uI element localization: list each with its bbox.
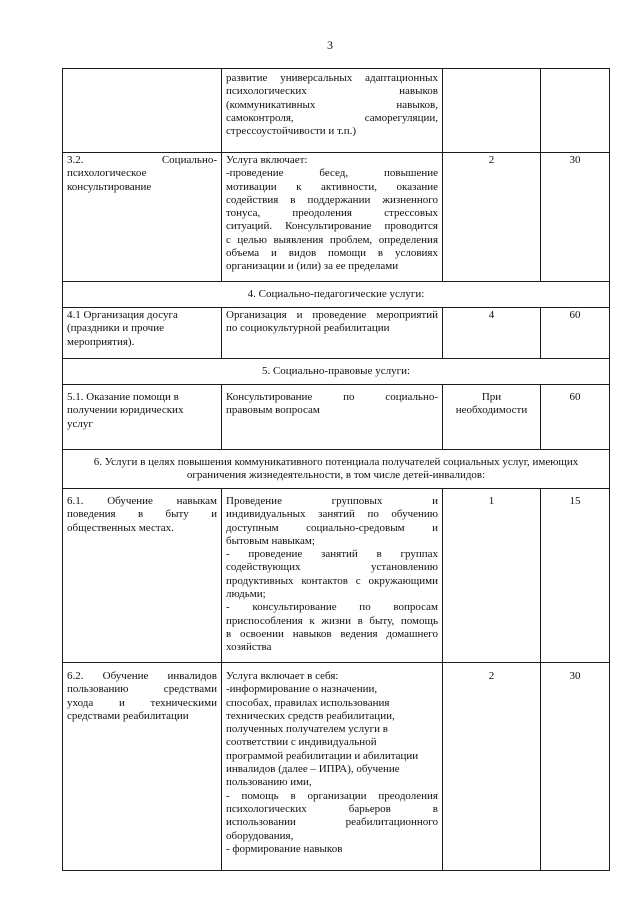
- service-content-cell: [222, 69, 443, 153]
- text-line: мотивации к активности, оказание: [226, 180, 438, 193]
- section-header-cell: [63, 282, 610, 308]
- text-line: приспособления к жизни в быту, помощь: [226, 614, 438, 627]
- text-line: 5.1. Оказание помощи в: [67, 391, 179, 403]
- text-line: ситуаций. Консультирование проводится: [226, 220, 438, 233]
- text-line: 2: [488, 670, 495, 682]
- text-line: Услуга включает:: [226, 154, 308, 166]
- page-number: 3: [327, 38, 333, 52]
- text-line: психологических навыков: [226, 85, 438, 98]
- text-line: с целью выявления проблем, определения: [226, 233, 438, 246]
- text-line: мероприятия).: [67, 335, 135, 348]
- text-line: самоконтроля, саморегуляции,: [226, 111, 438, 124]
- service-content-cell: [222, 385, 443, 450]
- text-line: -информирование о назначении,: [226, 683, 378, 696]
- section-header-row: [63, 359, 610, 385]
- table-row: [63, 385, 610, 450]
- text-line: содействия в поддержании жизненного: [226, 193, 438, 206]
- text-line: объема и видов помощи в условиях: [226, 247, 438, 260]
- column-4-cell: 60: [541, 308, 610, 359]
- column-3-cell: [443, 663, 541, 871]
- text-line: стрессоустойчивости и т.п.): [226, 125, 357, 138]
- service-name-cell: [63, 153, 222, 282]
- text-line: правовым вопросам: [226, 404, 320, 417]
- text-line: При: [481, 391, 502, 403]
- text-line: развитие универсальных адаптационных: [226, 72, 438, 84]
- text-line: консультирование: [67, 180, 152, 193]
- text-line: психологических барьеров в: [226, 802, 438, 815]
- text-line: технических средств реабилитации,: [226, 709, 395, 722]
- section-title: 6. Услуги в целях повышения коммуникативного потенциала получателей социальных услуг, имеющих: [93, 455, 579, 468]
- table-row: [63, 69, 610, 153]
- text-line: Услуга включает в себя:: [226, 670, 339, 682]
- text-line: поведения в быту и: [67, 508, 217, 521]
- text-line: бытовым навыкам;: [226, 534, 315, 547]
- text-line: необходимости: [455, 404, 528, 417]
- services-table: [62, 68, 610, 871]
- table-row: [63, 663, 610, 871]
- text-line: пользованию ими,: [226, 776, 312, 789]
- text-line: содействующих установлению: [226, 561, 438, 574]
- section-title: 5. Социально-правовые услуги:: [261, 364, 411, 377]
- text-line: получении юридических: [67, 404, 184, 417]
- text-line: соответствии с индивидуальной: [226, 736, 377, 749]
- text-line: Организация и проведение мероприятий: [226, 309, 438, 321]
- service-content-cell: [222, 308, 443, 359]
- text-line: использовании реабилитационного: [226, 816, 438, 829]
- text-line: (праздники и прочие: [67, 322, 164, 335]
- column-3-cell: [443, 69, 541, 153]
- text-line: 6.1. Обучение навыкам: [67, 495, 217, 507]
- text-line: - формирование навыков: [226, 842, 343, 855]
- text-line: людьми;: [226, 588, 266, 601]
- table-row: [63, 308, 610, 359]
- service-content-cell: [222, 153, 443, 282]
- text-line: 1: [488, 495, 495, 507]
- section-title: ограничения жизнедеятельности, в том числе детей-инвалидов:: [186, 469, 486, 481]
- service-name-cell: [63, 489, 222, 663]
- service-content-cell: [222, 663, 443, 871]
- text-line: услуг: [67, 417, 93, 430]
- text-line: - консультирование по вопросам: [226, 601, 438, 614]
- text-line: хозяйства: [226, 641, 272, 654]
- text-line: средствами реабилитации: [67, 709, 189, 722]
- section-title: 4. Социально-педагогические услуги:: [247, 287, 425, 300]
- text-line: 4: [488, 309, 495, 321]
- section-header-cell: [63, 359, 610, 385]
- text-line: индивидуальных занятий по обучению: [226, 508, 438, 521]
- text-line: -проведение бесед, повышение: [226, 167, 438, 180]
- text-line: - помощь в организации преодоления: [226, 789, 438, 802]
- text-line: Проведение групповых и: [226, 495, 438, 507]
- table-row: [63, 489, 610, 663]
- column-4-cell: 30: [541, 663, 610, 871]
- table-row: [63, 153, 610, 282]
- text-line: способах, правилах использования: [226, 696, 390, 709]
- text-line: 4.1 Организация досуга: [67, 309, 178, 321]
- text-line: 2: [488, 154, 495, 166]
- service-name-cell: [63, 663, 222, 871]
- column-3-cell: [443, 153, 541, 282]
- column-3-cell: [443, 489, 541, 663]
- service-name-cell: [63, 385, 222, 450]
- text-line: по социокультурной реабилитации: [226, 322, 390, 335]
- section-header-row: [63, 282, 610, 308]
- text-line: тонуса, преодоления стрессовых: [226, 207, 438, 220]
- column-4-cell: 15: [541, 489, 610, 663]
- text-line: психологическое: [67, 167, 147, 180]
- service-name-cell: [63, 69, 222, 153]
- column-3-cell: [443, 308, 541, 359]
- section-header-cell: [63, 450, 610, 489]
- text-line: 6.2. Обучение инвалидов: [67, 670, 217, 682]
- text-line: ухода и техническими: [67, 696, 217, 709]
- column-3-cell: [443, 385, 541, 450]
- text-line: доступным социально-средовым и: [226, 521, 438, 534]
- text-line: оборудования,: [226, 829, 294, 842]
- column-4-cell: [541, 69, 610, 153]
- column-4-cell: 30: [541, 153, 610, 282]
- text-line: - проведение занятий в группах: [226, 548, 438, 561]
- text-line: Консультирование по социально-: [226, 391, 438, 403]
- text-line: инвалидов (далее – ИПРА), обучение: [226, 763, 400, 776]
- column-4-cell: 60: [541, 385, 610, 450]
- text-line: программой реабилитации и абилитации: [226, 749, 419, 762]
- text-line: продуктивных контактов с окружающими: [226, 574, 438, 587]
- service-content-cell: [222, 489, 443, 663]
- text-line: в освоении навыков ведения домашнего: [226, 627, 438, 640]
- text-line: пользованию средствами: [67, 683, 217, 696]
- section-header-row: [63, 450, 610, 489]
- text-line: организации и (или) за ее пределами: [226, 260, 399, 273]
- text-line: (коммуникативных навыков,: [226, 98, 438, 111]
- service-name-cell: [63, 308, 222, 359]
- text-line: полученных получателем услуги в: [226, 723, 388, 736]
- text-line: 3.2. Социально-: [67, 154, 217, 166]
- text-line: общественных местах.: [67, 521, 174, 534]
